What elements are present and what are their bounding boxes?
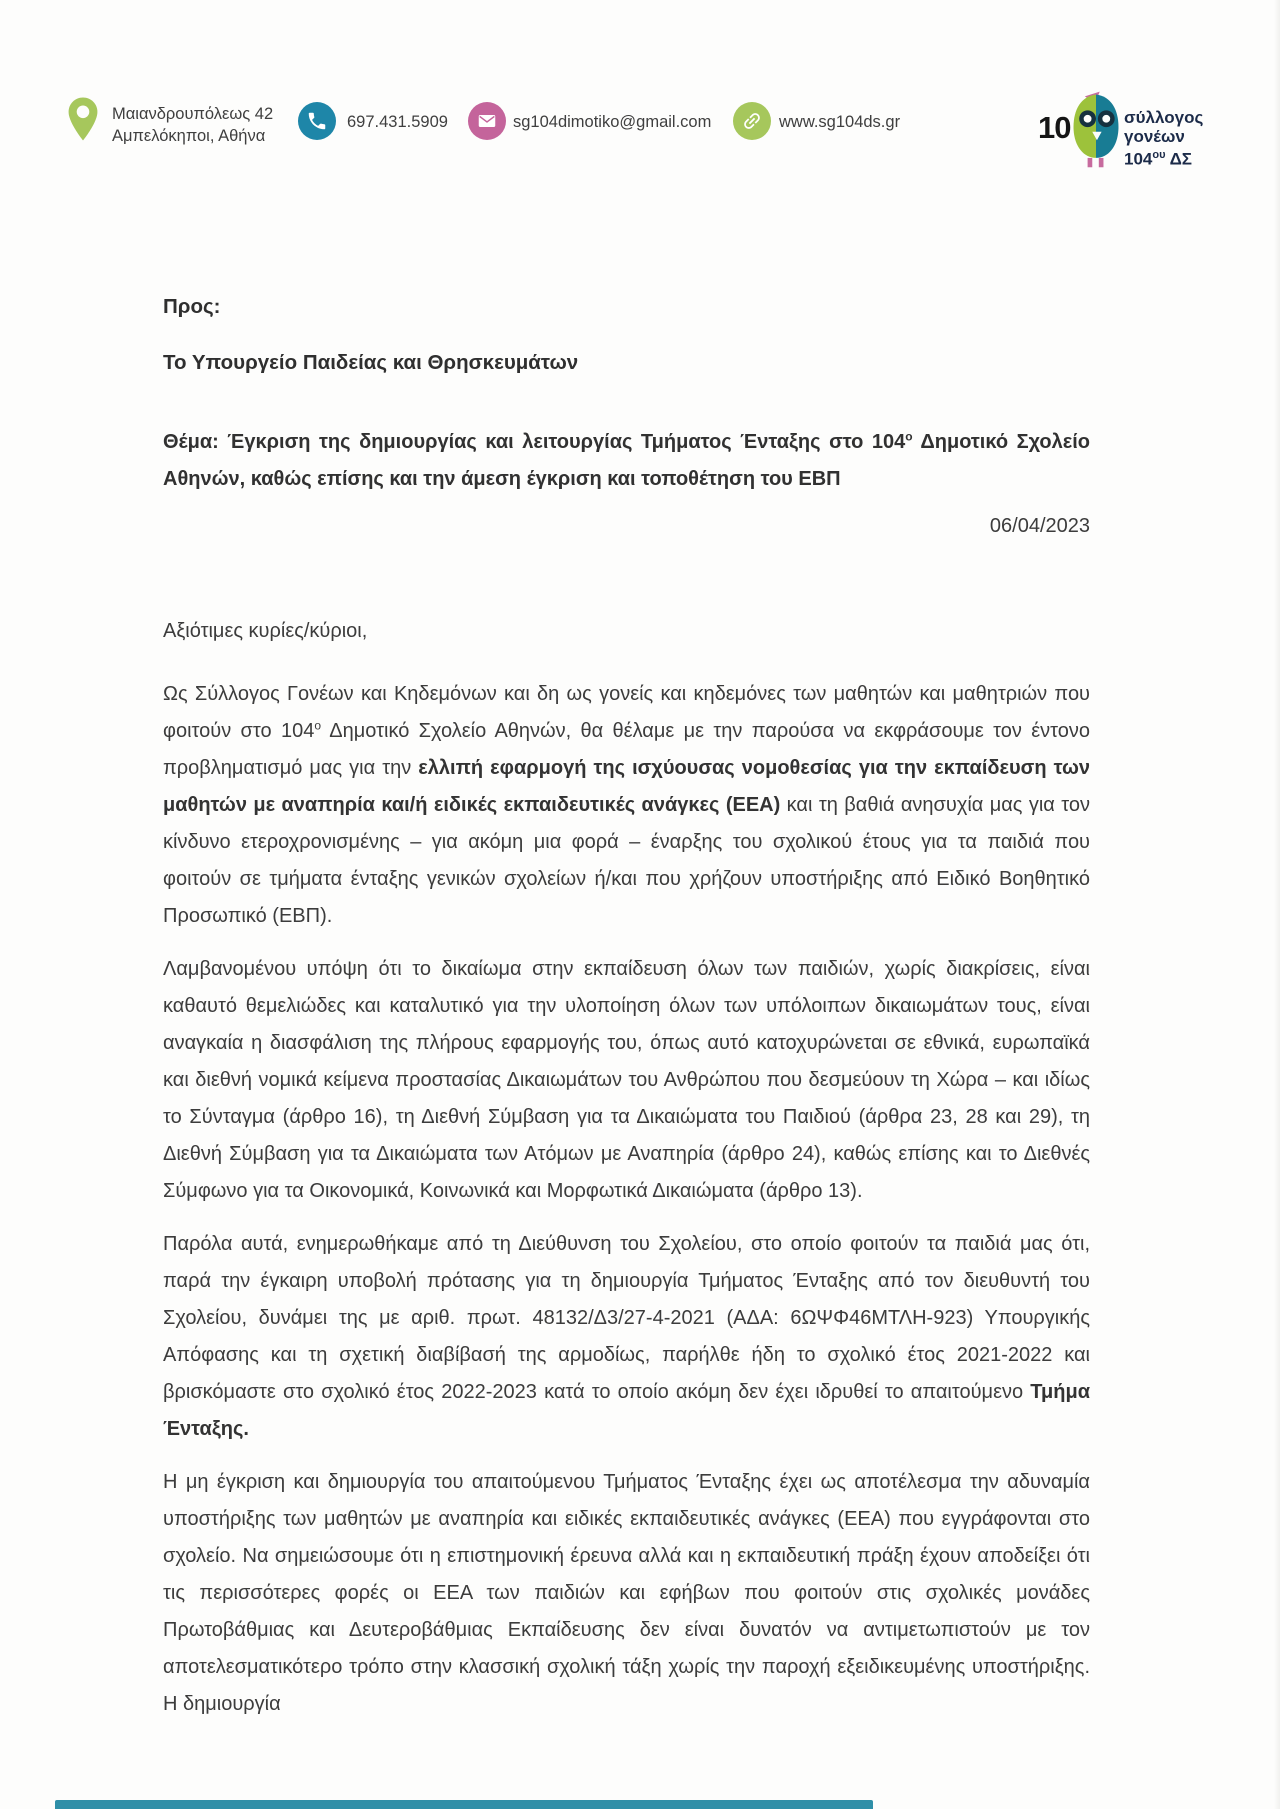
logo-text-line3: $104^{o\upsilon}$ ΔΣ — [1124, 149, 1193, 169]
phone-icon — [298, 102, 336, 140]
scan-edge-shadow — [1274, 0, 1280, 1809]
logo-text-line1: σύλλογος — [1124, 108, 1204, 127]
link-icon — [733, 102, 771, 140]
owl-logo-icon — [1068, 88, 1124, 170]
phone-number: 697.431.5909 — [347, 113, 448, 131]
paragraph-4: Η μη έγκριση και δημιουργία του απαιτούμενου Τμήματος Ένταξης έχει ως αποτέλεσμα την αδυναμία υποστήριξης των μαθητών με αναπηρία και ειδικές εκπαιδευτικές ανάγκες (ΕΕΑ) που εγγράφονται στο σχολείο. Να σημειώσουμε ότι η επιστημονική έρευνα αλλά και η εκπαιδευτική πράξη έχουν αποδείξει ότι τις περισσότερες φορές οι ΕΕΑ των παιδιών και εφήβων που φοιτούν στις σχολικές μονάδες Πρωτοβάθμιας και Δευτεροβάθμιας Εκπαίδευσης δεν είναι δυνατόν να αντιμετωπιστούν με τον αποτελεσματικότερο τρόπο στην κλασσική σχολική τάξη χωρίς την παροχή εξειδικευμένης υποστήριξης. Η δημιουργία — [163, 1471, 1090, 1715]
paragraph-1: Ως Σύλλογος Γονέων και Κηδεμόνων και δη ως γονείς και κηδεμόνες των μαθητών και μαθητριών που φοιτούν στο $104^o$ Δημοτικό Σχολείο Αθηνών, θα θέλαμε με την παρούσα να εκφράσουμε τον έντονο προβληματισμό μας για την ελλιπή εφαρμογή της ισχύουσας νομοθεσίας για την εκπαίδευση των μαθητών με αναπηρία και/ή ειδικές εκπαιδευτικές ανάγκες (ΕΕΑ) και τη βαθιά ανησυχία μας για τον κίνδυνο ετεροχρονισμένης – για ακόμη μια φορά – έναρξης του σχολικού έτους για τα παιδιά που φοιτούν σε τμήματα ένταξης γενικών σχολείων ή/και που χρήζουν υποστήριξης από Ειδικό Βοηθητικό Προσωπικό (ΕΒΠ). — [163, 683, 1091, 927]
school-association-logo — [1038, 86, 1238, 186]
logo-text — [1124, 108, 1203, 169]
address-line2: Αμπελόκηποι, Αθήνα — [112, 127, 266, 145]
address-line1: Μαιανδρουπόλεως 42 — [112, 105, 274, 123]
to-label: Προς: — [163, 295, 221, 318]
letterhead — [0, 0, 1280, 200]
letter-body — [163, 288, 1090, 1723]
footer-accent-bar — [55, 1800, 873, 1809]
website-url: www.sg104ds.gr — [779, 113, 901, 131]
paragraph-3: Παρόλα αυτά, ενημερωθήκαμε από τη Διεύθυνση του Σχολείου, στο οποίο φοιτούν τα παιδιά μας ότι, παρά την έγκαιρη υποβολή πρότασης για τη δημιουργία Τμήματος Ένταξης από τον διευθυντή του Σχολείου, δυνάμει της με αριθ. πρωτ. 48132/Δ3/27-4-2021 (ΑΔΑ: 6ΩΨΦ46ΜΤΛΗ-923) Υπουργικής Απόφασης και τη σχετική διαβίβασή της αρμοδίως, παρήλθε ήδη το σχολικό έτος 2021-2022 και βρισκόμαστε στο σχολικό έτος 2022-2023 κατά το οποίο ακόμη δεν έχει ιδρυθεί το απαιτούμενο Τμήμα Ένταξης. — [163, 1233, 1090, 1440]
logo-text-line2: γονέων — [1124, 127, 1185, 146]
salutation: Αξιότιμες κυρίες/κύριοι, — [163, 620, 368, 642]
subject-line: Θέμα: Έγκριση της δημιουργίας και λειτουργίας Τμήματος Ένταξης στο $104^o$ Δημοτικό Σχολείο Αθηνών, καθώς επίσης και την άμεση έγκριση και τοποθέτηση του ΕΒΠ — [163, 429, 1090, 490]
location-pin-icon — [64, 96, 102, 142]
paragraph-2: Λαμβανομένου υπόψη ότι το δικαίωμα στην εκπαίδευση όλων των παιδιών, χωρίς διακρίσεις, είναι καθαυτό θεμελιώδες και καταλυτικό για την υλοποίηση όλων των υπόλοιπων δικαιωμάτων τους, είναι αναγκαία η διασφάλιση της πλήρους εφαρμογής του, όπως αυτό κατοχυρώνεται σε εθνικά, ευρωπαϊκά και διεθνή νομικά κείμενα προστασίας Δικαιωμάτων του Ανθρώπου που δεσμεύουν τη Χώρα – και ιδίως το Σύνταγμα (άρθρο 16), τη Διεθνή Σύμβαση για τα Δικαιώματα του Παιδιού (άρθρα 23, 28 και 29), τη Διεθνή Σύμβαση για τα Δικαιώματα των Ατόμων με Αναπηρία (άρθρο 24), καθώς επίσης και το Διεθνές Σύμφωνο για τα Οικονομικά, Κοινωνικά και Μορφωτικά Δικαιώματα (άρθρο 13). — [163, 958, 1090, 1202]
recipient: Το Υπουργείο Παιδείας και Θρησκευμάτων — [163, 351, 579, 374]
letter-date: 06/04/2023 — [989, 515, 1090, 537]
email-address: sg104dimotiko@gmail.com — [513, 113, 712, 131]
address-text — [112, 103, 273, 147]
logo-number-10: 10 — [1038, 110, 1071, 145]
email-icon — [468, 102, 506, 140]
